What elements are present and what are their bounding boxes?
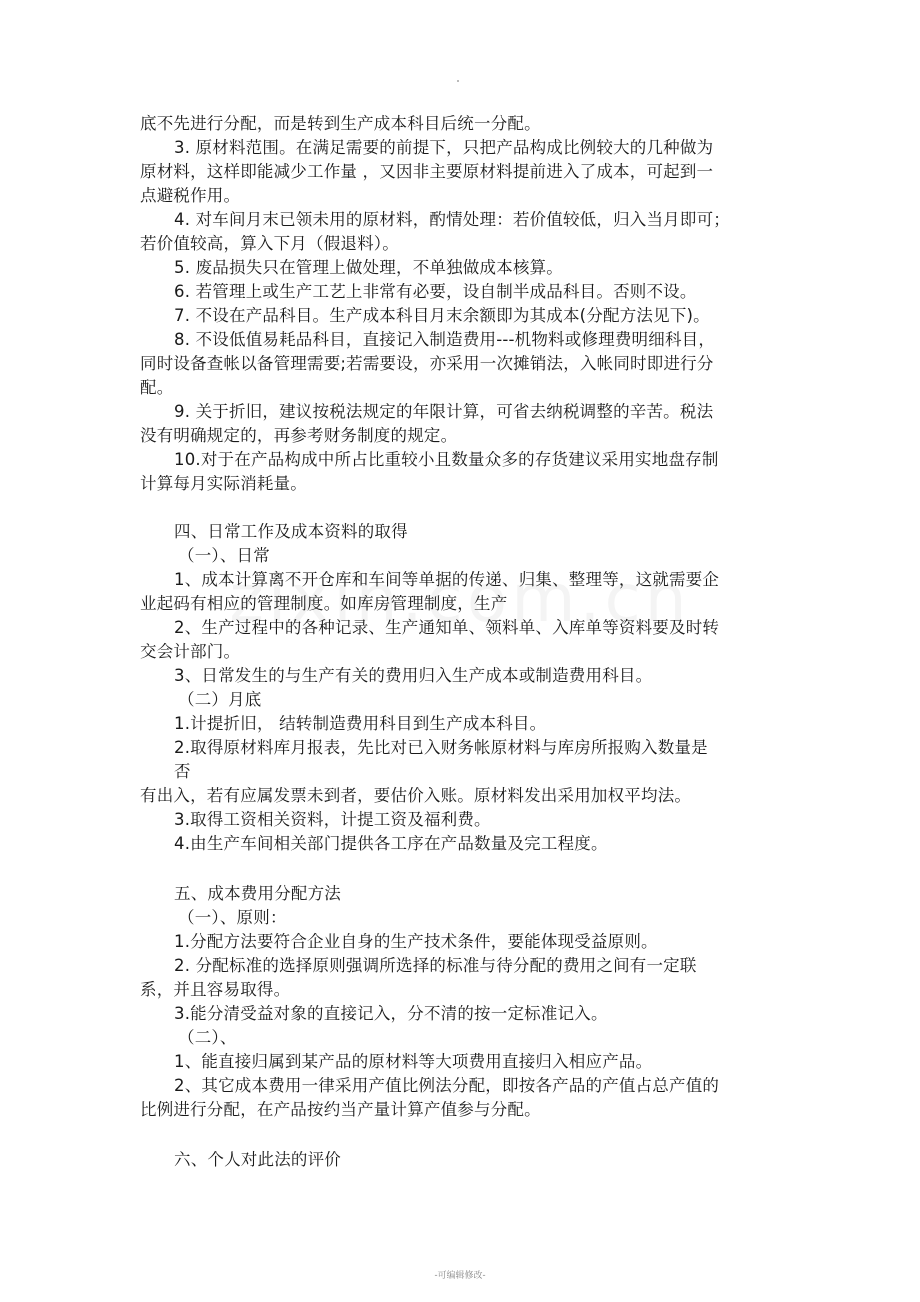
text-line: 系，并且容易取得。 — [140, 980, 291, 999]
page-footer: -可编辑修改- — [434, 1271, 486, 1281]
text-line: 点避税作用。 — [140, 186, 241, 205]
text-line: 同时设备查帐以备管理需要;若需要设，亦采用一次摊销法，入帐同时即进行分 — [140, 354, 714, 373]
text-line: 2. 分配标准的选择原则强调所选择的标准与待分配的费用之间有一定联 — [174, 956, 697, 975]
text-line: 6. 若管理上或生产工艺上非常有必要，设自制半成品科目。否则不设。 — [174, 282, 697, 301]
text-line: 3、日常发生的与生产有关的费用归入生产成本或制造费用科目。 — [174, 666, 653, 685]
text-line: 1、成本计算离不开仓库和车间等单据的传递、归集、整理等，这就需要企 — [174, 570, 720, 589]
text-line: 8. 不设低值易耗品科目，直接记入制造费用---机物料或修理费明细科目， — [174, 330, 716, 349]
text-line: 业起码有相应的管理制度。如库房管理制度，生产 — [140, 594, 508, 613]
text-line: 2、生产过程中的各种记录、生产通知单、领料单、入库单等资料要及时转 — [174, 618, 720, 637]
text-line: 1.计提折旧， 结转制造费用科目到生产成本科目。 — [174, 714, 547, 733]
text-line: 原材料，这样即能减少工作量 ，又因非主要原材料提前进入了成本，可起到一 — [140, 162, 714, 181]
page-mark — [457, 80, 459, 82]
subsection-heading: （二）、 — [178, 1028, 237, 1047]
text-line: 1、能直接归属到某产品的原材料等大项费用直接归入相应产品。 — [174, 1052, 653, 1071]
text-line: 4.由生产车间相关部门提供各工序在产品数量及完工程度。 — [174, 834, 608, 853]
text-line: 有出入，若有应属发票未到者，要估价入账。原材料发出采用加权平均法。 — [140, 786, 692, 805]
text-line: 2.取得原材料库月报表，先比对已入财务帐原材料与库房所报购入数量是 — [174, 738, 708, 757]
section-heading: 五、成本费用分配方法 — [174, 884, 341, 903]
text-line: 否 — [174, 762, 191, 781]
text-line: 3.能分清受益对象的直接记入，分不清的按一定标准记入。 — [174, 1004, 608, 1023]
section-heading: 六、个人对此法的评价 — [174, 1150, 341, 1169]
section-heading: 四、日常工作及成本资料的取得 — [174, 522, 408, 541]
text-line: 交会计部门。 — [140, 642, 241, 661]
text-line: 4. 对车间月末已领未用的原材料，酌情处理：若价值较低，归入当月即可； — [174, 210, 730, 229]
subsection-heading: （一）、日常 — [178, 546, 270, 565]
text-line: 5. 废品损失只在管理上做处理，不单独做成本核算。 — [174, 258, 563, 277]
text-line: 3. 原材料范围。在满足需要的前提下，只把产品构成比例较大的几种做为 — [174, 138, 714, 157]
text-line: 1.分配方法要符合企业自身的生产技术条件，要能体现受益原则。 — [174, 932, 658, 951]
text-line: 3.取得工资相关资料，计提工资及福利费。 — [174, 810, 491, 829]
text-line: 2、其它成本费用一律采用产值比例法分配，即按各产品的产值占总产值的 — [174, 1076, 720, 1095]
text-line: 计算每月实际消耗量。 — [140, 474, 307, 493]
text-line: 没有明确规定的，再参考财务制度的规定。 — [140, 426, 458, 445]
subsection-heading: （二）月底 — [178, 690, 262, 709]
text-line: 底不先进行分配，而是转到生产成本科目后统一分配。 — [140, 114, 541, 133]
text-line: 若价值较高，算入下月（假退料）。 — [140, 234, 399, 253]
text-line: 7. 不设在产品科目。生产成本科目月末余额即为其成本(分配方法见下)。 — [174, 306, 710, 325]
text-line: 9. 关于折旧，建议按税法规定的年限计算，可省去纳税调整的辛苦。税法 — [174, 402, 714, 421]
text-line: 比例进行分配，在产品按约当产量计算产值参与分配。 — [140, 1100, 541, 1119]
text-line: 10.对于在产品构成中所占比重较小且数量众多的存货建议采用实地盘存制 — [174, 450, 719, 469]
text-line: 配。 — [140, 378, 174, 397]
subsection-heading: （一）、原则： — [178, 908, 287, 927]
